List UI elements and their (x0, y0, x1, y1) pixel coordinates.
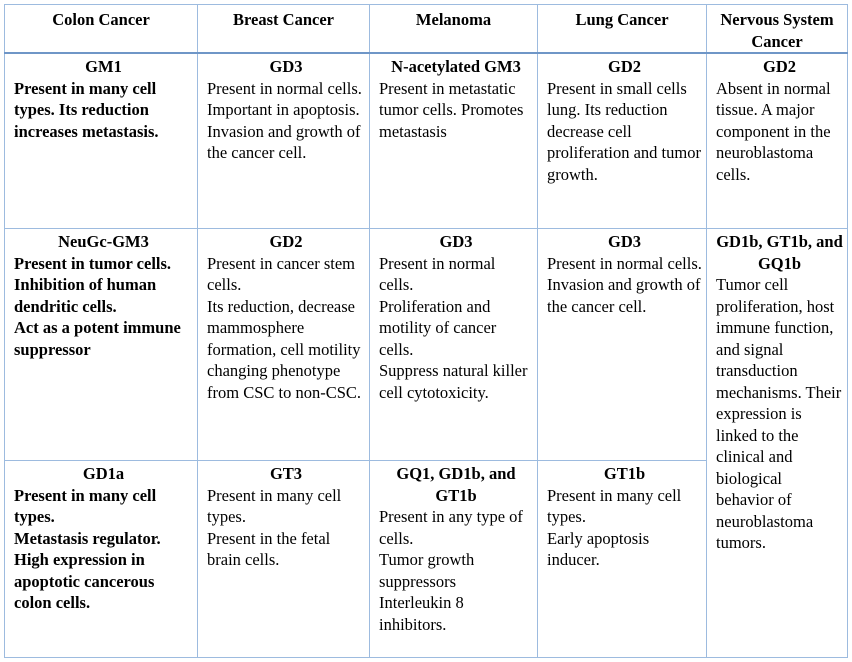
cell-text: Interleukin 8 inhibitors. (379, 593, 464, 634)
cell-text: Present in normal cells. (379, 253, 496, 294)
ganglioside-name: NeuGc-GM3 (58, 232, 149, 251)
ganglioside-name: GT1b (603, 464, 646, 483)
cell-text: Present in normal cells. (207, 78, 362, 98)
table-cell (538, 229, 707, 461)
ganglioside-name: GD3 (439, 232, 473, 251)
cell-text: Inhibition of human dendritic cells. (14, 275, 157, 316)
cell-text: Tumor growth suppressors (379, 550, 475, 591)
table-cell (538, 461, 707, 658)
ganglioside-name: GD2 (608, 57, 641, 76)
table-cell (5, 229, 198, 461)
cell-text: Proliferation and motility of cancer cells. (379, 296, 497, 359)
cell-text: Present in normal cells. (547, 253, 702, 273)
cell-text: Absent in normal tissue. A major component in the neuroblastoma cells. (716, 78, 831, 184)
ganglioside-name: GT3 (269, 464, 303, 483)
table-cell (5, 53, 198, 229)
cell-text: Invasion and growth of the cancer cell. (207, 121, 361, 162)
table-cell (198, 461, 370, 658)
cell-text: Present in many cell types. (547, 485, 682, 526)
cell-text: Act as a potent immune suppressor (14, 318, 181, 359)
table-cell (198, 53, 370, 229)
cell-text: Present in cancer stem cells. (207, 253, 355, 294)
ganglioside-name: N-acetylated GM3 (391, 57, 521, 76)
cell-text: Present in many cell types. (14, 485, 157, 526)
header-nervous-system-cancer: Nervous System Cancer (707, 5, 848, 54)
table-cell (370, 461, 538, 658)
table-row (5, 53, 848, 229)
table-cell (707, 53, 848, 229)
table-container (4, 4, 848, 658)
table-cell (370, 53, 538, 229)
cell-text: Present in small cells lung. Its reduction decrease cell proliferation and tumor growth. (547, 78, 701, 184)
cell-text: High expression in apoptotic cancerous colon cells. (14, 550, 155, 612)
header-colon-cancer: Colon Cancer (5, 5, 198, 54)
ganglioside-name: GD3 (608, 232, 641, 251)
cell-text: Present in metastatic tumor cells. Promotes metastasis (379, 78, 524, 141)
cell-text: Suppress natural killer cell cytotoxicity. (379, 361, 528, 402)
header-breast-cancer: Breast Cancer (198, 5, 370, 54)
ganglioside-name: GQ1, GD1b, and GT1b (396, 464, 516, 505)
table-cell (370, 229, 538, 461)
cell-text: Invasion and growth of the cancer cell. (547, 275, 701, 316)
header-melanoma: Melanoma (370, 5, 538, 54)
table-cell (198, 229, 370, 461)
table-cell (538, 53, 707, 229)
ganglioside-name: GD3 (269, 57, 303, 76)
ganglioside-name: GD1a (82, 464, 125, 483)
ganglioside-cancer-table (4, 4, 848, 658)
ganglioside-name: GM1 (85, 57, 122, 76)
header-lung-cancer: Lung Cancer (538, 5, 707, 54)
cell-text: Present in tumor cells. (14, 253, 172, 273)
cell-text: Important in apoptosis. (207, 100, 360, 119)
cell-text: Present in any type of cells. (379, 507, 523, 548)
cell-text: Present in many cell types. Its reduction increases metastasis. (14, 78, 159, 141)
ganglioside-name: GD2 (763, 57, 796, 76)
cell-text: Tumor cell proliferation, host immune function, and signal transduction mechanisms. Their expression is linked to the clinical and biological behavior of neuroblastoma tumors. (716, 275, 842, 552)
cell-text: Metastasis regulator. (14, 528, 161, 548)
table-cell (5, 461, 198, 658)
header-row (5, 5, 848, 54)
table-cell-merged (707, 229, 848, 658)
table-row (5, 229, 848, 461)
cell-text: Early apoptosis inducer. (547, 528, 650, 569)
cell-text: Present in many cell types. (207, 485, 342, 526)
cell-text: Its reduction, decrease mammosphere formation, cell motility changing phenotype from CSC to non-CSC. (207, 296, 362, 402)
ganglioside-name: GD1b, GT1b, and GQ1b (716, 232, 843, 273)
ganglioside-name: GD2 (269, 232, 303, 251)
cell-text: Present in the fetal brain cells. (207, 528, 331, 569)
